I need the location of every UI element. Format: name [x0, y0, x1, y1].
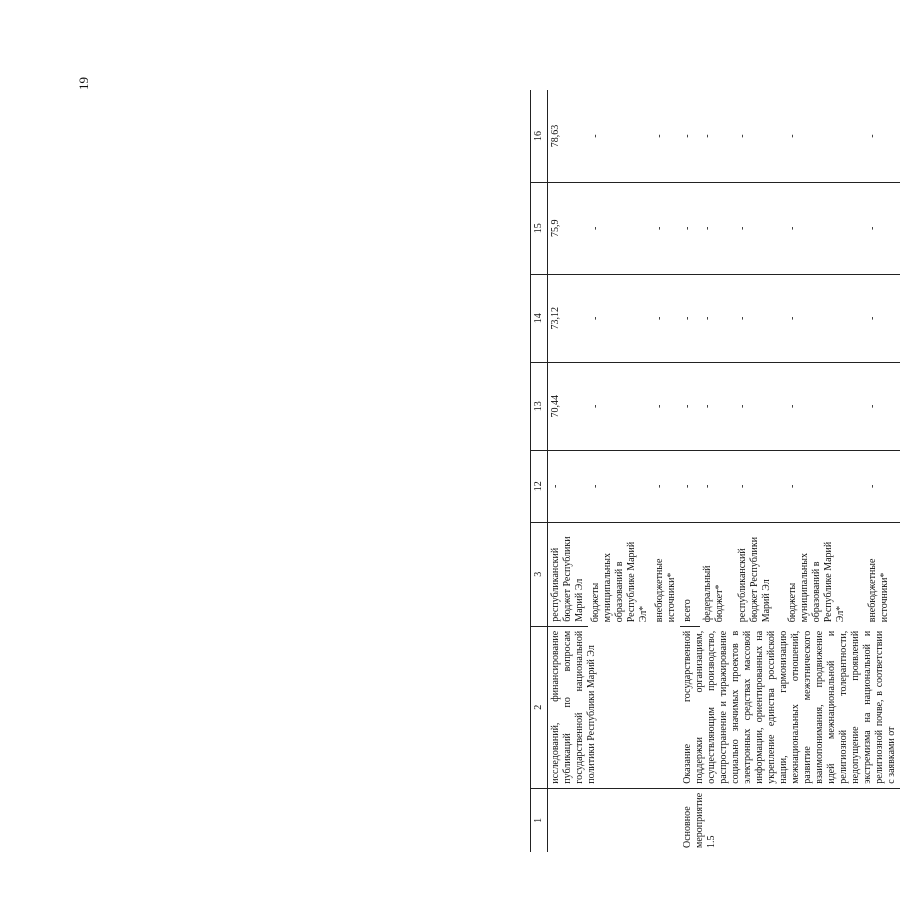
funding-source: бюджеты муниципальных образований в Республике Марий Эл* [787, 541, 846, 623]
value-col-13: - [700, 362, 735, 450]
table-row [680, 90, 700, 852]
value-col-14: - [785, 274, 865, 362]
value-col-13: - [680, 362, 700, 450]
value-col-13: - [735, 362, 785, 450]
value-col-14: - [865, 274, 900, 362]
value-col-12: - [735, 450, 785, 522]
value-col-16: - [700, 90, 735, 182]
activity-label: Основное мероприятие 1.5 [682, 792, 717, 848]
value-col-15: - [865, 182, 900, 274]
value-col-14: 73,12 [548, 274, 589, 362]
col-header-3: 3 [531, 522, 548, 626]
col-header-2: 2 [531, 626, 548, 788]
value-col-14: - [652, 274, 680, 362]
value-col-12: - [865, 450, 900, 522]
funding-source: республиканский бюджет Республики Марий Эл [737, 536, 772, 623]
value-col-15: - [680, 182, 700, 274]
value-col-16: - [588, 90, 652, 182]
funding-source: внебюджетные источники* [867, 558, 890, 623]
col-header-14: 14 [531, 274, 548, 362]
value-col-14: - [700, 274, 735, 362]
value-col-15: - [652, 182, 680, 274]
value-col-12: - [548, 450, 589, 522]
value-col-13: 70,44 [548, 362, 589, 450]
value-col-15: - [700, 182, 735, 274]
funding-source: всего [680, 522, 700, 626]
activity-label [548, 788, 681, 852]
funding-source: республиканский бюджет Республики Марий Эл [548, 522, 589, 626]
value-col-13: - [865, 362, 900, 450]
funding-source: федеральный бюджет* [702, 565, 725, 623]
table-row [548, 90, 589, 852]
value-col-12: - [652, 450, 680, 522]
col-header-15: 15 [531, 182, 548, 274]
value-col-13: - [652, 362, 680, 450]
value-col-16: - [735, 90, 785, 182]
value-col-15: - [735, 182, 785, 274]
value-col-14: - [735, 274, 785, 362]
value-col-16: - [680, 90, 700, 182]
value-col-15: 75,9 [548, 182, 589, 274]
value-col-16: - [865, 90, 900, 182]
col-header-13: 13 [531, 362, 548, 450]
col-header-16: 16 [531, 90, 548, 182]
value-col-15: - [785, 182, 865, 274]
budget-table [530, 90, 900, 852]
col-header-12: 12 [531, 450, 548, 522]
value-col-16: 78,63 [548, 90, 589, 182]
funding-source: внебюджетные источники* [654, 558, 677, 623]
col-header-1: 1 [531, 788, 548, 852]
value-col-12: - [588, 450, 652, 522]
value-col-12: - [680, 450, 700, 522]
value-col-12: - [700, 450, 735, 522]
value-col-14: - [680, 274, 700, 362]
value-col-13: - [588, 362, 652, 450]
funding-source: бюджеты муниципальных образований в Республике Марий Эл* [590, 541, 649, 623]
value-col-14: - [588, 274, 652, 362]
value-col-13: - [785, 362, 865, 450]
value-col-12: - [785, 450, 865, 522]
column-header-row [531, 90, 548, 852]
activity-description: Оказание государственной поддержки организациям, осуществляющим производство, распространение и тиражирование социально значимых проектов в электронных средствах массовой информации, ориентированных на укрепление единства российской нации, гармонизацию межнациональных отношений, развитие межэтнического взаимопонимания, продвижение идей межнациональной и религиозной толерантности, недопущение проявлений экстремизма на национальной и религиозной почве, в соответствии с заявками от [680, 626, 900, 788]
value-col-15: - [588, 182, 652, 274]
page-number: 19 [76, 77, 91, 90]
activity-description: исследований, финансирование публикаций по вопросам государственной национальной политики Республики Марий Эл [548, 626, 681, 788]
value-col-16: - [785, 90, 865, 182]
value-col-16: - [652, 90, 680, 182]
